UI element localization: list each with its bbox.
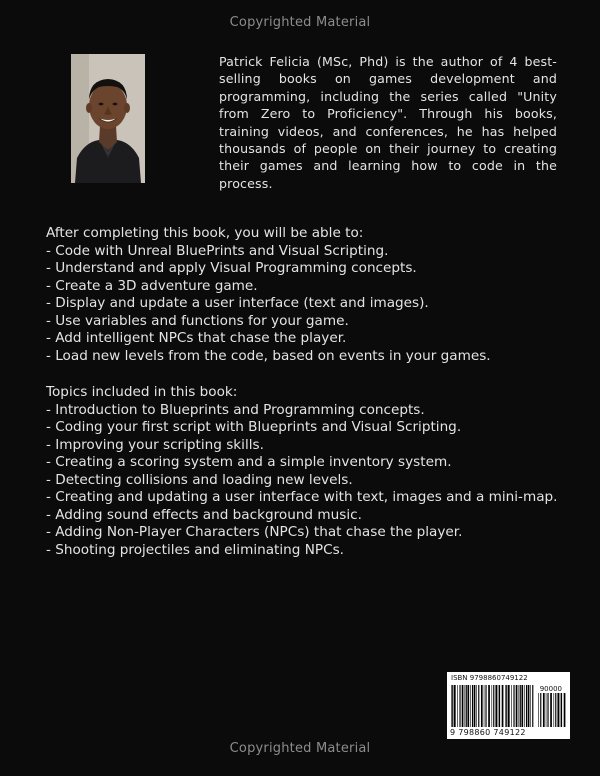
isbn-barcode xyxy=(447,672,570,739)
list-item: - Introduction to Blueprints and Programming concepts. xyxy=(46,401,425,418)
list-item: - Adding Non-Player Characters (NPCs) that chase the player. xyxy=(46,524,463,540)
isbn-digits: 9 798860 749122 xyxy=(450,728,526,737)
outcomes-section xyxy=(46,225,566,365)
list-item: - Improving your scripting skills. xyxy=(46,436,264,453)
author-portrait-icon xyxy=(71,54,145,183)
outcomes-heading: After completing this book, you will be able to: xyxy=(46,225,364,241)
list-item: - Shooting projectiles and eliminating NPCs. xyxy=(46,541,344,558)
barcode-addon-icon xyxy=(537,693,567,729)
list-item: - Code with Unreal BluePrints and Visual Scripting. xyxy=(46,242,389,259)
barcode-icon xyxy=(450,685,534,729)
list-item: - Creating and updating a user interface with text, images and a mini-map. xyxy=(46,489,558,505)
author-photo xyxy=(71,54,145,183)
isbn-label: ISBN 9798860749122 xyxy=(451,674,528,682)
watermark-top: Copyrighted Material xyxy=(229,15,371,30)
list-item: - Detecting collisions and loading new levels. xyxy=(46,471,353,488)
list-item: - Create a 3D adventure game. xyxy=(46,277,258,294)
list-item: - Adding sound effects and background music. xyxy=(46,506,362,523)
list-item: - Load new levels from the code, based on events in your games. xyxy=(46,347,491,364)
list-item: - Understand and apply Visual Programming concepts. xyxy=(46,260,417,276)
author-bio: Patrick Felicia (MSc, Phd) is the author of 4 best-selling books on games development and programming, including the series called "Unity from Zero to Proficiency". Through his books, training videos, and conferences, he has helped thousands of people on their journey to creating their games and learning how to code in the process. xyxy=(219,54,557,191)
list-item: - Use variables and functions for your game. xyxy=(46,312,349,329)
price-code: 90000 xyxy=(539,685,562,693)
list-item: - Creating a scoring system and a simple inventory system. xyxy=(46,454,452,470)
list-item: - Add intelligent NPCs that chase the player. xyxy=(46,330,347,346)
topics-section xyxy=(46,384,566,559)
list-item: - Display and update a user interface (text and images). xyxy=(46,295,429,311)
list-item: - Coding your first script with Blueprints and Visual Scripting. xyxy=(46,419,462,435)
topics-heading: Topics included in this book: xyxy=(46,384,238,400)
watermark-bottom: Copyrighted Material xyxy=(229,741,371,756)
